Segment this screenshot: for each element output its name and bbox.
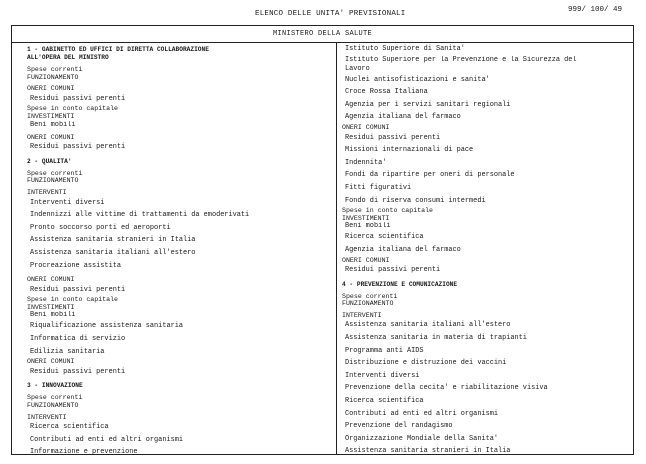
list-item: Interventi diversi: [345, 371, 420, 380]
list-item: Beni mobili: [30, 311, 76, 320]
list-item: Croce Rossa Italiana: [345, 88, 428, 97]
list-item: Residui passivi perenti: [30, 367, 126, 376]
list-item: Assistenza sanitaria stranieri in Italia: [30, 236, 196, 245]
list-item: Riqualificazione assistenza sanitaria: [30, 322, 183, 331]
list-item: Prevenzione della cecita' e riabilitazione visiva: [345, 384, 548, 393]
subcategory-label: INVESTIMENTI: [27, 303, 75, 311]
list-item: Contributi ad enti ed altri organismi: [30, 435, 183, 444]
subcategory-label: FUNZIONAMENTO: [27, 177, 79, 185]
section-title: 2 - QUALITA': [27, 157, 72, 165]
list-item: Agenzia italiana del farmaco: [345, 245, 461, 254]
expense-category: Spese in conto capitale: [27, 296, 119, 304]
section-title: 1 - GABINETTO ED UFFICI DI DIRETTA COLLABORAZIONE: [27, 46, 209, 53]
subcategory-label: FUNZIONAMENTO: [342, 300, 394, 308]
list-item: Residui passivi perenti: [30, 143, 126, 152]
section-title: 4 - PREVENZIONE E COMUNICAZIONE: [342, 280, 458, 288]
list-item: Fondo di riserva consumi intermedi: [345, 196, 486, 205]
left-column: [27, 46, 332, 459]
list-item: Residui passivi perenti: [30, 94, 126, 103]
list-item: Procreazione assistita: [30, 261, 121, 270]
section-title: 3 - INNOVAZIONE: [27, 382, 83, 390]
list-item: Indennita': [345, 158, 387, 167]
list-item: Interventi diversi: [30, 198, 105, 207]
table-frame: [11, 25, 634, 455]
list-item: Missioni internazionali di pace: [345, 146, 474, 155]
list-item: Pronto soccorso porti ed aeroporti: [30, 223, 171, 232]
subcategory-label: INTERVENTI: [342, 311, 382, 319]
list-item: Ricerca scientifica: [345, 397, 424, 406]
list-item: Indennizzi alle vittime di trattamenti da emoderivati: [30, 211, 250, 220]
list-item-continuation: Lavoro: [345, 64, 370, 73]
expense-category: Spese correnti: [27, 66, 83, 73]
list-item: Fitti figurativi: [345, 183, 412, 192]
list-item: Residui passivi perenti: [30, 285, 126, 294]
subcategory-label: ONERI COMUNI: [342, 123, 390, 131]
subcategory-label: ONERI COMUNI: [27, 85, 75, 93]
document-title: ELENCO DELLE UNITA' PREVISIONALI: [255, 10, 406, 18]
list-item: Residui passivi perenti: [345, 133, 441, 142]
list-item: Informazione e prevenzione: [30, 448, 138, 457]
list-item: Beni mobili: [345, 222, 391, 231]
subcategory-label: FUNZIONAMENTO: [27, 402, 79, 410]
list-item: Edilizia sanitaria: [30, 347, 105, 356]
ministry-heading: MINISTERO DELLA SALUTE: [12, 26, 633, 43]
subcategory-label: ONERI COMUNI: [27, 276, 75, 284]
list-item: Assistenza sanitaria italiani all'estero: [345, 321, 511, 330]
right-column: [342, 43, 632, 458]
expense-category: Spese in conto capitale: [342, 207, 434, 215]
list-item: Assistenza sanitaria in materia di trapianti: [345, 334, 527, 343]
expense-category: Spese correnti: [342, 292, 398, 300]
expense-category: Spese correnti: [27, 394, 83, 402]
list-item: Contributi ad enti ed altri organismi: [345, 409, 498, 418]
list-item: Agenzia per i servizi sanitari regionali: [345, 100, 511, 109]
list-item: Prevenzione del randagismo: [345, 422, 453, 431]
list-item: Istituto Superiore di Sanita': [345, 45, 465, 53]
list-item: Nuclei antisofisticazioni e sanita': [345, 75, 490, 84]
subcategory-label: ONERI COMUNI: [27, 358, 75, 366]
subcategory-label: ONERI COMUNI: [342, 256, 390, 264]
list-item: Residui passivi perenti: [345, 266, 441, 275]
list-item: Agenzia italiana del farmaco: [345, 113, 461, 122]
list-item: Informatica di servizio: [30, 335, 126, 344]
list-item: Ricerca scientifica: [345, 233, 424, 242]
subcategory-label: ONERI COMUNI: [27, 133, 75, 141]
list-item: Beni mobili: [30, 120, 76, 129]
list-item: Organizzazione Mondiale della Sanita': [345, 434, 498, 443]
subcategory-label: INTERVENTI: [27, 188, 67, 196]
subcategory-label: FUNZIONAMENTO: [27, 73, 79, 81]
section-title-continuation: ALL'OPERA DEL MINISTRO: [27, 54, 109, 61]
subcategory-label: INVESTIMENTI: [342, 214, 390, 222]
list-item: Programma anti AIDS: [345, 346, 424, 355]
list-item: Assistenza sanitaria italiani all'estero: [30, 248, 196, 257]
list-item: Assistenza sanitaria stranieri in Italia: [345, 447, 511, 456]
subcategory-label: INTERVENTI: [27, 413, 67, 421]
list-item: Distribuzione e distruzione dei vaccini: [345, 359, 507, 368]
list-item: Istituto Superiore per la Prevenzione e la Sicurezza del: [345, 55, 577, 64]
column-divider: [336, 42, 337, 455]
document-code: 999/ 100/ 49: [568, 6, 623, 14]
expense-category: Spese correnti: [27, 169, 83, 177]
list-item: Fondi da ripartire per oneri di personale: [345, 171, 515, 180]
list-item: Ricerca scientifica: [30, 423, 109, 432]
subcategory-label: INVESTIMENTI: [27, 112, 75, 120]
expense-category: Spese in conto capitale: [27, 105, 119, 113]
